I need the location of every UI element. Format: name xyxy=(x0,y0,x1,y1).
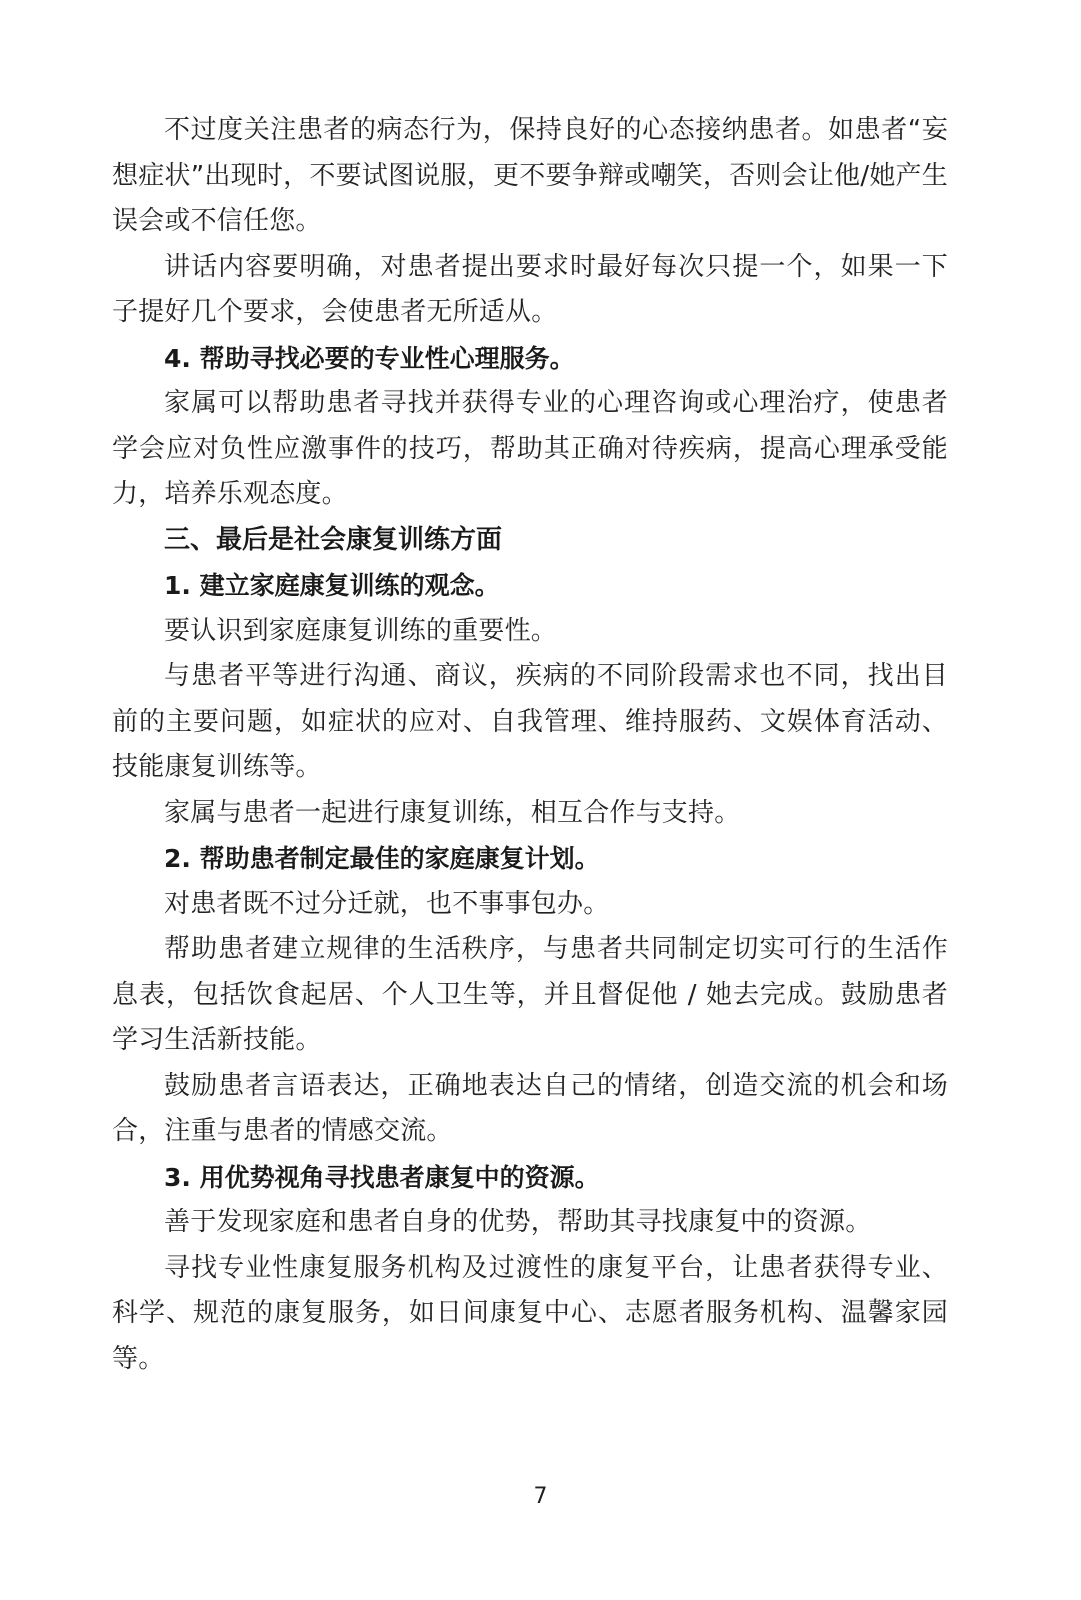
paragraph: 鼓励患者言语表达，正确地表达自己的情绪，创造交流的机会和场合，注重与患者的情感交流。 xyxy=(112,1070,948,1146)
paragraph: 不过度关注患者的病态行为，保持良好的心态接纳患者。如患者“妄想症状”出现时，不要试图说服，更不要争辩或嘲笑，否则会让他/她产生误会或不信任您。 xyxy=(112,115,948,236)
paragraph: 寻找专业性康复服务机构及过渡性的康复平台，让患者获得专业、科学、规范的康复服务，如日间康复中心、志愿者服务机构、温馨家园等。 xyxy=(112,1252,948,1374)
subheading: 3. 用优势视角寻找患者康复中的资源。 xyxy=(164,1162,600,1192)
paragraph: 家属与患者一起进行康复训练，相互合作与支持。 xyxy=(164,797,741,828)
document-body xyxy=(112,108,948,1382)
paragraph: 讲话内容要明确，对患者提出要求时最好每次只提一个，如果一下子提好几个要求，会使患者无所适从。 xyxy=(112,251,948,327)
paragraph: 善于发现家庭和患者自身的优势，帮助其寻找康复中的资源。 xyxy=(164,1207,872,1237)
subheading: 1. 建立家庭康复训练的观念。 xyxy=(164,571,500,600)
subheading: 4. 帮助寻找必要的专业性心理服务。 xyxy=(164,343,575,373)
page-number: 7 xyxy=(533,1484,548,1509)
paragraph: 家属可以帮助患者寻找并获得专业的心理咨询或心理治疗，使患者学会应对负性应激事件的技巧，帮助其正确对待疾病，提高心理承受能力，培养乐观态度。 xyxy=(112,388,948,509)
paragraph: 帮助患者建立规律的生活秩序，与患者共同制定切实可行的生活作息表，包括饮食起居、个人卫生等，并且督促他 / 她去完成。鼓励患者学习生活新技能。 xyxy=(112,934,948,1055)
paragraph: 与患者平等进行沟通、商议，疾病的不同阶段需求也不同，找出目前的主要问题，如症状的应对、自我管理、维持服药、文娱体育活动、技能康复训练等。 xyxy=(112,661,948,782)
paragraph: 要认识到家庭康复训练的重要性。 xyxy=(164,615,558,646)
paragraph: 对患者既不过分迁就，也不事事包办。 xyxy=(164,888,610,919)
subheading: 2. 帮助患者制定最佳的家庭康复计划。 xyxy=(164,844,600,873)
section-heading: 三、最后是社会康复训练方面 xyxy=(164,524,503,555)
